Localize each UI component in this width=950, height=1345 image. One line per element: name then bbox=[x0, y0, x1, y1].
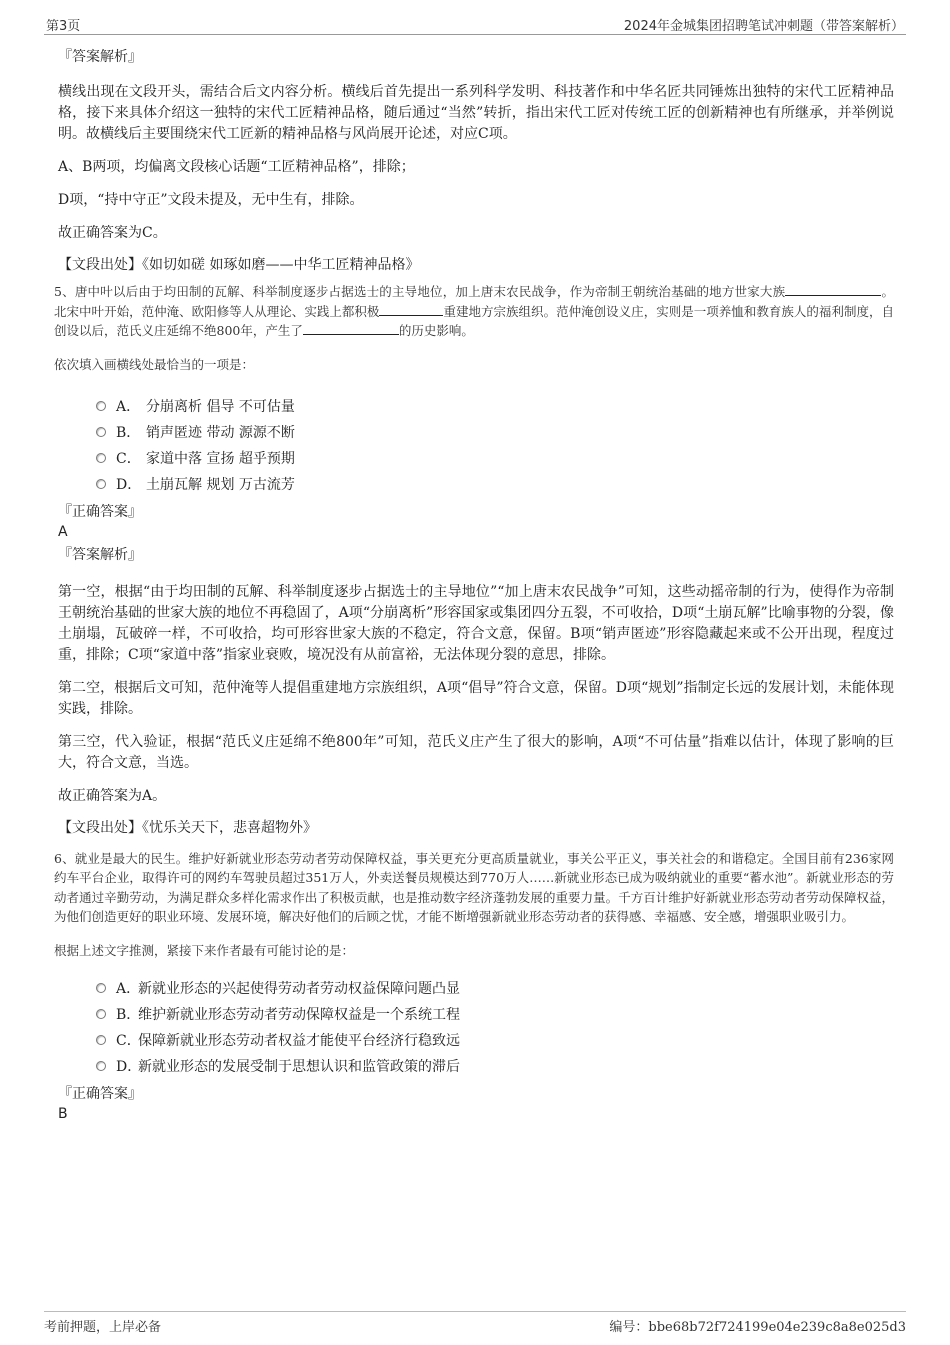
analysis-paragraph: 第一空，根据“由于均田制的瓦解、科举制度逐步占据选士的主导地位”“加上唐末农民战争”可知，这些动摇帝制的行为，使得作为帝制王朝统治基础的世家大族的地位不再稳固了，A项“分崩离析”形容国家或集团四分五裂，不可收拾，D项“土崩瓦解”比喻事物的分裂，像土崩塌，瓦破碎一样，不可收拾，均可形容世家大族的不稳定，符合文意，保留。B项“销声匿迹”形容隐藏起来或不公开出现，程度过重，排除；C项“家道中落”指家业衰败，境况没有从前富裕，无法体现分裂的意思，排除。 bbox=[58, 583, 894, 663]
analysis-paragraph: 故正确答案为A。 bbox=[58, 787, 167, 804]
question-6-stem: 6、就业是最大的民生。维护好新就业形态劳动者劳动保障权益，事关更充分更高质量就业，事关公平正义，事关社会的和谐稳定。全国目前有236家网约车平台企业，取得许可的网约车驾驶员超过351万人，外卖送餐员规模达到770万人……新就业形态已成为吸纳就业的重要“蓄水池”。新就业形态的劳动者通过辛勤劳动，为满足群众多样化需求作出了积极贡献，也是推动数字经济蓬勃发展的重要力量。千方百计维护好新就业形态劳动者劳动保障权益，为他们创造更好的职业环境、发展环境，解决好他们的后顾之忧，才能不断增强新就业形态劳动者的获得感、幸福感、安全感，增强职业吸引力。 bbox=[54, 850, 894, 924]
analysis-paragraph: 第三空，代入验证，根据“范氏义庄延绵不绝800年”可知，范氏义庄产生了很大的影响，A项“不可估量”指难以估计，体现了影响的巨大，符合文意，当选。 bbox=[58, 733, 894, 771]
question-6-options bbox=[96, 975, 894, 1079]
option-b[interactable] bbox=[96, 1001, 894, 1027]
question-text: 的历史影响。 bbox=[398, 323, 474, 338]
blank-2 bbox=[379, 303, 443, 316]
footer-slogan: 考前押题，上岸必备 bbox=[44, 1320, 162, 1335]
option-letter: C． bbox=[116, 1032, 141, 1049]
correct-answer: A bbox=[58, 523, 68, 540]
option-d[interactable] bbox=[96, 471, 894, 497]
question-5-stem bbox=[54, 282, 894, 341]
passage-source: 【文段出处】《忧乐关天下，悲喜超物外》 bbox=[58, 819, 317, 836]
blank-3 bbox=[303, 322, 399, 335]
option-text: 新就业形态的兴起使得劳动者劳动权益保障问题凸显 bbox=[138, 980, 460, 997]
answer-label: 『正确答案』 bbox=[58, 503, 142, 520]
radio-icon[interactable] bbox=[96, 1035, 106, 1045]
option-text: 保障新就业形态劳动者权益才能使平台经济行稳致远 bbox=[138, 1032, 460, 1049]
question-6-prompt: 根据上述文字推测，紧接下来作者最有可能讨论的是： bbox=[54, 942, 355, 958]
radio-icon[interactable] bbox=[96, 479, 106, 489]
option-letter: C． bbox=[116, 450, 141, 467]
option-a[interactable] bbox=[96, 975, 894, 1001]
option-text: 新就业形态的发展受制于思想认识和监管政策的滞后 bbox=[138, 1058, 460, 1075]
radio-icon[interactable] bbox=[96, 1061, 106, 1071]
document-id: 编号：bbe68b72f724199e04e239c8a8e025d3 bbox=[609, 1320, 906, 1335]
option-letter: D． bbox=[116, 1058, 142, 1075]
analysis-label: 『答案解析』 bbox=[58, 49, 142, 65]
question-5-prompt: 依次填入画横线处最恰当的一项是： bbox=[54, 356, 255, 372]
passage-source: 【文段出处】《如切如磋 如琢如磨——中华工匠精神品格》 bbox=[58, 257, 420, 273]
page-header bbox=[44, 14, 906, 35]
analysis-label: 『答案解析』 bbox=[58, 546, 142, 563]
option-c[interactable] bbox=[96, 1027, 894, 1053]
radio-icon[interactable] bbox=[96, 401, 106, 411]
blank-1 bbox=[785, 283, 881, 296]
answer-label: 『正确答案』 bbox=[58, 1085, 142, 1102]
option-text: 维护新就业形态劳动者劳动保障权益是一个系统工程 bbox=[138, 1006, 460, 1023]
question-5-options bbox=[96, 393, 894, 497]
option-letter: A． bbox=[116, 398, 141, 415]
analysis-paragraph: 横线出现在文段开头，需结合后文内容分析。横线后首先提出一系列科学发明、科技著作和中华名匠共同锤炼出独特的宋代工匠精神品格，接下来具体介绍这一独特的宋代工匠精神品格，随后通过“当然”转折，指出宋代工匠对传统工匠的创新精神也有所继承，并举例说明。故横线后主要围绕宋代工匠新的精神品格与风尚展开论述，对应C项。 bbox=[58, 84, 894, 142]
option-d[interactable] bbox=[96, 1053, 894, 1079]
question-text: 。北宋中叶开始，范仲淹、欧阳修等人从理论、实践上都积极 bbox=[54, 284, 894, 319]
analysis-paragraph: 第二空，根据后文可知，范仲淹等人提倡重建地方宗族组织，A项“倡导”符合文意，保留。D项“规划”指制定长远的发展计划，未能体现实践，排除。 bbox=[58, 679, 894, 717]
option-letter: D． bbox=[116, 476, 142, 493]
analysis-paragraph: 故正确答案为C。 bbox=[58, 225, 167, 241]
option-letter: B． bbox=[116, 1006, 141, 1023]
document-body bbox=[56, 46, 894, 1126]
option-text: 销声匿迹 带动 源源不断 bbox=[146, 424, 295, 441]
question-text: 重建地方宗族组织。范仲淹创设义庄，实则是一项养恤和教育族人的福利制度，自创设以后，范氏义庄延绵不绝800年，产生了 bbox=[54, 303, 894, 338]
analysis-paragraph: A、B两项，均偏离文段核心话题“工匠精神品格”，排除； bbox=[58, 159, 415, 175]
radio-icon[interactable] bbox=[96, 983, 106, 993]
radio-icon[interactable] bbox=[96, 427, 106, 437]
option-text: 土崩瓦解 规划 万古流芳 bbox=[146, 476, 295, 493]
radio-icon[interactable] bbox=[96, 453, 106, 463]
option-text: 家道中落 宣扬 超乎预期 bbox=[146, 450, 295, 467]
question-text: 5、唐中叶以后由于均田制的瓦解、科举制度逐步占据选士的主导地位，加上唐末农民战争，作为帝制王朝统治基础的地方世家大族 bbox=[54, 284, 786, 299]
option-letter: A． bbox=[116, 980, 141, 997]
option-b[interactable] bbox=[96, 419, 894, 445]
page-footer bbox=[44, 1311, 906, 1336]
document-title: 2024年金城集团招聘笔试冲刺题（带答案解析） bbox=[623, 19, 904, 34]
option-letter: B． bbox=[116, 424, 141, 441]
page-number: 第3页 bbox=[46, 19, 81, 34]
radio-icon[interactable] bbox=[96, 1009, 106, 1019]
correct-answer: B bbox=[58, 1105, 68, 1122]
analysis-paragraph: D项，“持中守正”文段未提及，无中生有，排除。 bbox=[58, 192, 364, 208]
option-text: 分崩离析 倡导 不可估量 bbox=[146, 398, 295, 415]
option-c[interactable] bbox=[96, 445, 894, 471]
option-a[interactable] bbox=[96, 393, 894, 419]
